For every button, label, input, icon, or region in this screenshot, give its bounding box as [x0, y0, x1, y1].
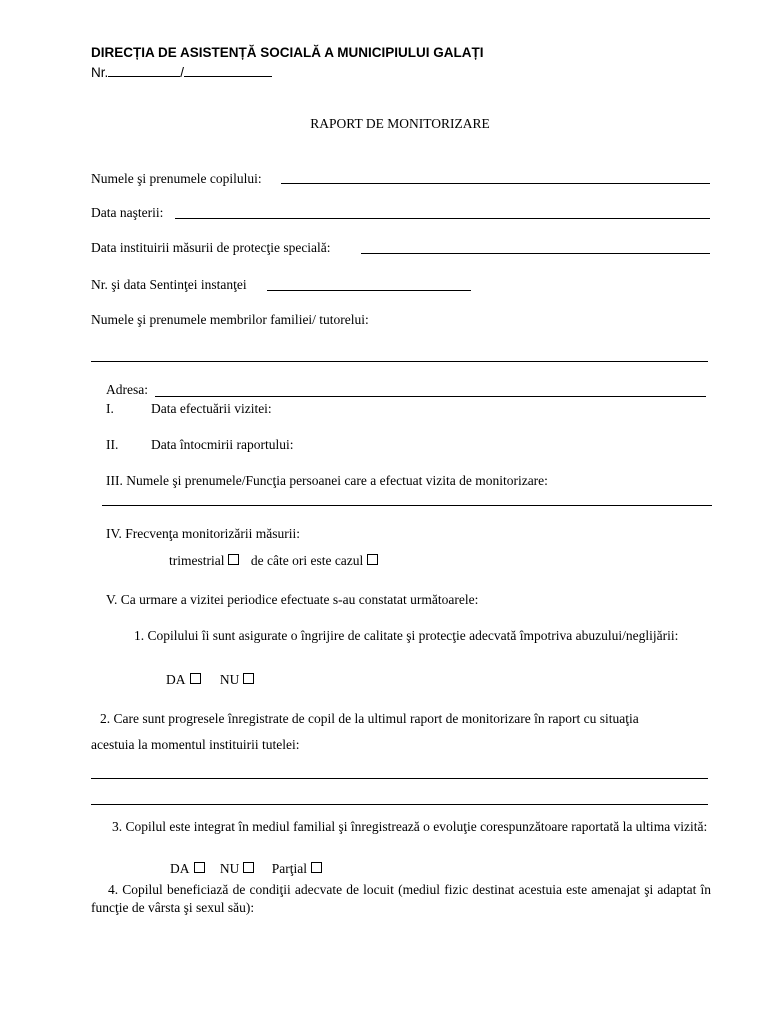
q3-partial-label: Parţial: [271, 861, 307, 876]
question-1-options: [166, 672, 254, 688]
family-members-label: Numele şi prenumele membrilor familiei/ tutorelui:: [91, 312, 369, 327]
option-as-needed-label: de câte ori este cazul: [250, 553, 364, 568]
sentence-field[interactable]: [267, 290, 471, 291]
birth-date-label: Data naşterii:: [91, 205, 164, 220]
section-ii-label: Data întocmirii raportului:: [151, 437, 294, 452]
q2-answer-line-2[interactable]: [91, 804, 708, 805]
question-2-line-2: acestuia la momentul instituirii tutelei:: [91, 737, 300, 752]
visitor-name-field[interactable]: [102, 505, 712, 506]
q3-partial-checkbox[interactable]: [311, 862, 322, 873]
child-name-label: Numele şi prenumele copilului:: [91, 171, 262, 186]
sentence-label: Nr. şi data Sentinţei instanţei: [91, 277, 247, 292]
institution-name: DIRECȚIA DE ASISTENȚĂ SOCIALĂ A MUNICIPIULUI GALAȚI: [91, 45, 484, 60]
address-label: Adresa:: [106, 382, 148, 397]
address-field[interactable]: [155, 396, 706, 397]
measure-date-field[interactable]: [361, 253, 710, 254]
question-2-line-1: 2. Care sunt progresele înregistrate de copil de la ultimul raport de monitorizare în raport cu situaţia: [100, 711, 639, 726]
q1-yes-label: DA: [166, 672, 186, 687]
section-ii-number: II.: [106, 437, 119, 452]
child-name-field[interactable]: [281, 183, 710, 184]
section-iii-label: III. Numele şi prenumele/Funcţia persoanei care a efectuat vizita de monitorizare:: [106, 473, 548, 488]
option-quarterly-checkbox[interactable]: [228, 554, 239, 565]
number-blank[interactable]: [108, 64, 180, 77]
question-4-text: 4. Copilul beneficiază de condiţii adecvate de locuit (mediul fizic destinat acestuia este amenajat şi adaptat în funcţie de vârsta şi sexul său):: [91, 882, 711, 915]
family-members-field[interactable]: [91, 361, 708, 362]
q3-no-label: NU: [219, 861, 240, 876]
question-3-text: 3. Copilul este integrat în mediul familial şi înregistrează o evoluţie corespunzătoare raportată la ultima vizită:: [112, 819, 708, 834]
section-i-number: I.: [106, 401, 114, 416]
question-3-options: [170, 861, 322, 877]
q2-answer-line-1[interactable]: [91, 778, 708, 779]
document-number: [91, 64, 272, 80]
q1-yes-checkbox[interactable]: [190, 673, 201, 684]
option-quarterly-label: trimestrial: [169, 553, 225, 568]
section-v-label: V. Ca urmare a vizitei periodice efectuate s-au constatat următoarele:: [106, 592, 479, 607]
q1-no-checkbox[interactable]: [243, 673, 254, 684]
number-separator: /: [180, 65, 185, 80]
measure-date-label: Data instituirii măsurii de protecţie specială:: [91, 240, 331, 255]
section-iv-label: IV. Frecvenţa monitorizării măsurii:: [106, 526, 300, 541]
q3-yes-label: DA: [170, 861, 190, 876]
birth-date-field[interactable]: [175, 218, 710, 219]
section-i-label: Data efectuării vizitei:: [151, 401, 272, 416]
q3-yes-checkbox[interactable]: [194, 862, 205, 873]
q3-no-checkbox[interactable]: [243, 862, 254, 873]
q1-no-label: NU: [219, 672, 240, 687]
question-1-text: 1. Copilului îi sunt asigurate o îngrijire de calitate şi protecţie adecvată împotriva abuzului/neglijării:: [134, 628, 679, 643]
option-as-needed-checkbox[interactable]: [367, 554, 378, 565]
number-label: Nr.: [91, 65, 109, 80]
page-title: RAPORT DE MONITORIZARE: [310, 116, 490, 131]
number-date-blank[interactable]: [184, 64, 272, 77]
frequency-options: [169, 553, 378, 569]
